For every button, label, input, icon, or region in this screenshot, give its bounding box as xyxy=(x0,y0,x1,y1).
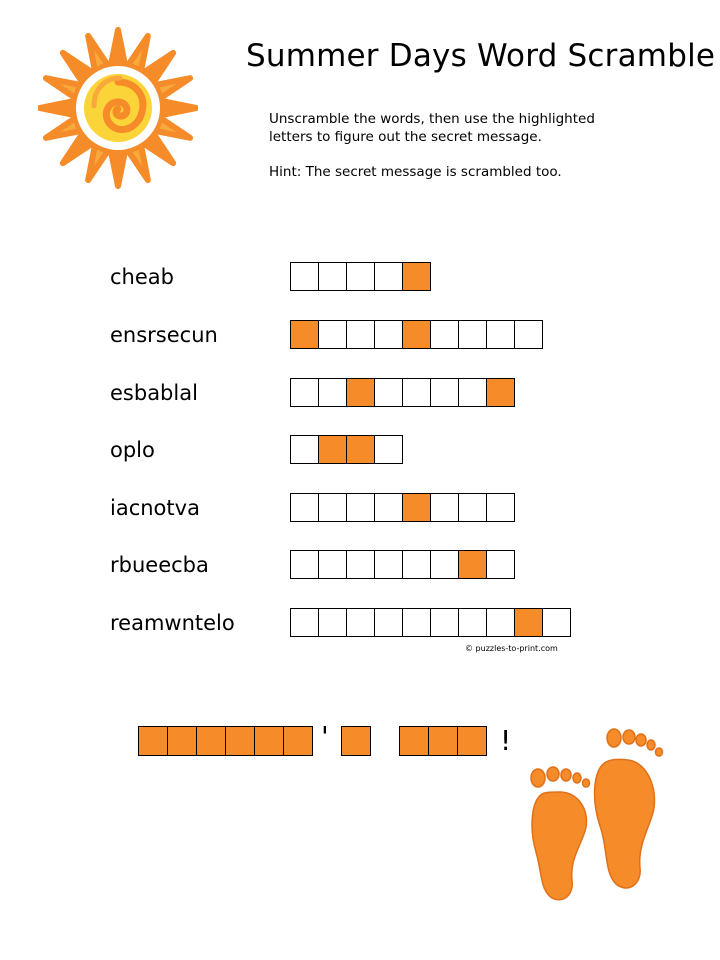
secret-letter-box[interactable] xyxy=(428,726,458,756)
highlighted-letter-box[interactable] xyxy=(290,320,319,349)
letter-box[interactable] xyxy=(346,550,375,579)
answer-boxes xyxy=(290,608,571,637)
secret-letter-box[interactable] xyxy=(167,726,197,756)
letter-box[interactable] xyxy=(290,262,319,291)
sun-ray xyxy=(128,145,148,180)
letter-box[interactable] xyxy=(458,378,487,407)
letter-box[interactable] xyxy=(374,320,403,349)
sun-ray xyxy=(144,134,173,163)
scrambled-word: oplo xyxy=(110,438,155,462)
answer-boxes xyxy=(290,493,515,522)
secret-letter-box[interactable] xyxy=(283,726,313,756)
scrambled-word: reamwntelo xyxy=(110,611,235,635)
highlighted-letter-box[interactable] xyxy=(402,493,431,522)
sun-ray xyxy=(46,78,81,98)
highlighted-letter-box[interactable] xyxy=(346,435,375,464)
sun-ray xyxy=(161,101,196,115)
sun-ray xyxy=(111,30,125,65)
scrambled-word: ensrsecun xyxy=(110,323,218,347)
letter-box[interactable] xyxy=(458,608,487,637)
letter-box[interactable] xyxy=(430,550,459,579)
secret-word-group xyxy=(399,726,487,756)
letter-box[interactable] xyxy=(430,608,459,637)
letter-box[interactable] xyxy=(290,550,319,579)
sun-ray xyxy=(155,78,190,98)
letter-box[interactable] xyxy=(430,320,459,349)
secret-word-group xyxy=(138,726,313,756)
letter-box[interactable] xyxy=(374,608,403,637)
word-row xyxy=(0,493,720,523)
sun-ray xyxy=(144,53,173,82)
letter-box[interactable] xyxy=(486,550,515,579)
letter-box[interactable] xyxy=(290,608,319,637)
letter-box[interactable] xyxy=(374,550,403,579)
answer-boxes xyxy=(290,435,403,464)
scrambled-word: rbueecba xyxy=(110,553,209,577)
secret-letter-box[interactable] xyxy=(225,726,255,756)
sun-ray xyxy=(46,118,81,138)
highlighted-letter-box[interactable] xyxy=(346,378,375,407)
letter-box[interactable] xyxy=(374,435,403,464)
scrambled-word: cheab xyxy=(110,265,174,289)
secret-letter-box[interactable] xyxy=(457,726,487,756)
answer-boxes xyxy=(290,378,515,407)
highlighted-letter-box[interactable] xyxy=(318,435,347,464)
highlighted-letter-box[interactable] xyxy=(458,550,487,579)
letter-box[interactable] xyxy=(318,378,347,407)
letter-box[interactable] xyxy=(318,320,347,349)
letter-box[interactable] xyxy=(402,550,431,579)
letter-box[interactable] xyxy=(486,320,515,349)
word-row xyxy=(0,435,720,465)
highlighted-letter-box[interactable] xyxy=(402,262,431,291)
word-row xyxy=(0,378,720,408)
answer-boxes xyxy=(290,320,543,349)
sun-ray xyxy=(63,53,92,82)
word-row xyxy=(0,550,720,580)
letter-box[interactable] xyxy=(514,320,543,349)
sun-ray xyxy=(155,118,190,138)
letter-box[interactable] xyxy=(318,262,347,291)
exclamation-mark: ! xyxy=(500,724,512,757)
letter-box[interactable] xyxy=(290,435,319,464)
letter-box[interactable] xyxy=(318,608,347,637)
letter-box[interactable] xyxy=(430,493,459,522)
sun-ray xyxy=(88,145,108,180)
letter-box[interactable] xyxy=(346,493,375,522)
sun-ray xyxy=(111,151,125,186)
sun-ray xyxy=(63,134,92,163)
sun-ray xyxy=(40,101,75,115)
highlighted-letter-box[interactable] xyxy=(402,320,431,349)
letter-box[interactable] xyxy=(346,608,375,637)
letter-box[interactable] xyxy=(346,320,375,349)
letter-box[interactable] xyxy=(430,378,459,407)
letter-box[interactable] xyxy=(542,608,571,637)
secret-letter-box[interactable] xyxy=(196,726,226,756)
letter-box[interactable] xyxy=(374,378,403,407)
letter-box[interactable] xyxy=(486,493,515,522)
letter-box[interactable] xyxy=(318,493,347,522)
sun-ray xyxy=(128,36,148,71)
letter-box[interactable] xyxy=(402,608,431,637)
credit-text: © puzzles-to-print.com xyxy=(465,644,558,653)
page-title: Summer Days Word Scramble xyxy=(246,38,716,74)
highlighted-letter-box[interactable] xyxy=(514,608,543,637)
word-row xyxy=(0,608,720,638)
letter-box[interactable] xyxy=(290,378,319,407)
answer-boxes xyxy=(290,550,515,579)
letter-box[interactable] xyxy=(374,493,403,522)
letter-box[interactable] xyxy=(458,320,487,349)
hint-text: Hint: The secret message is scrambled too. xyxy=(269,164,562,180)
highlighted-letter-box[interactable] xyxy=(486,378,515,407)
instructions-text: Unscramble the words, then use the highlighted letters to figure out the secret message. xyxy=(269,111,595,145)
secret-letter-box[interactable] xyxy=(341,726,371,756)
letter-box[interactable] xyxy=(346,262,375,291)
scrambled-word: iacnotva xyxy=(110,496,200,520)
secret-word-group xyxy=(341,726,371,756)
letter-box[interactable] xyxy=(402,378,431,407)
letter-box[interactable] xyxy=(374,262,403,291)
footprints-icon xyxy=(520,722,670,922)
apostrophe: ' xyxy=(321,720,329,753)
sun-icon xyxy=(38,22,198,197)
letter-box[interactable] xyxy=(290,493,319,522)
secret-letter-box[interactable] xyxy=(254,726,284,756)
letter-box[interactable] xyxy=(458,493,487,522)
secret-letter-box[interactable] xyxy=(138,726,168,756)
sun-ray xyxy=(88,36,108,71)
secret-letter-box[interactable] xyxy=(399,726,429,756)
letter-box[interactable] xyxy=(318,550,347,579)
letter-box[interactable] xyxy=(486,608,515,637)
word-row xyxy=(0,320,720,350)
word-row xyxy=(0,262,720,292)
scrambled-word: esbablal xyxy=(110,381,198,405)
answer-boxes xyxy=(290,262,431,291)
